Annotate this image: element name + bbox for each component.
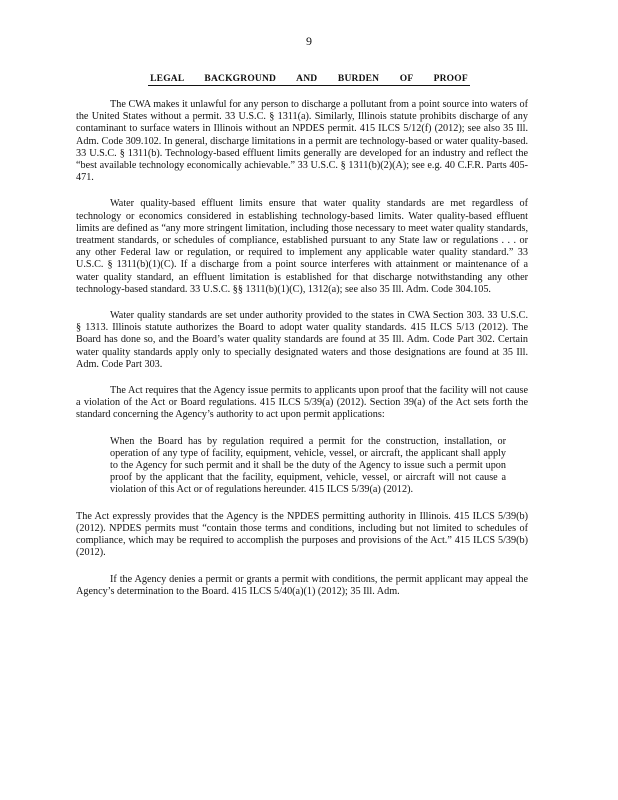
paragraph-act-requires: The Act requires that the Agency issue permits to applicants upon proof that the facility will not cause a violation of the Act or Board regulations. 415 ILCS 5/39(a) (2012). Section 39(a) of the Act sets forth the standard concerning the Agency’s authority to act upon permit applications: — [76, 385, 528, 421]
paragraph-water-quality-limits: Water quality-based effluent limits ensure that water quality standards are met regardless of technology or economics considered in establishing technology-based limits. Water quality-based effluent limits are defined as “any more stringent limitation, including those necessary to meet water quality standards, treatment standards, or schedules of compliance, established pursuant to any State law or regulations . . . or any other Federal law or regulation, or required to implement any applicable water quality standard.” 33 U.S.C. § 1311(b)(1)(C). If a discharge from a point source interferes with attainment or maintenance of a water quality standard, an effluent limitation is established for that discharge notwithstanding any other technology-based standard. 33 U.S.C. §§ 1311(b)(1)(C), 1312(a); see also 35 Ill. Adm. Code 304.105. — [76, 198, 528, 295]
paragraph-permit-appeal: If the Agency denies a permit or grants a permit with conditions, the permit applicant may appeal the Agency’s determination to the Board. 415 ILCS 5/40(a)(1) (2012); 35 Ill. Adm. — [76, 573, 528, 597]
document-body — [76, 99, 528, 612]
paragraph-npdes-authority: The Act expressly provides that the Agency is the NPDES permitting authority in Illinois. 415 ILCS 5/39(b) (2012). NPDES permits must “contain those terms and conditions, including but not limited to schedules of compliance, which may be required to accomplish the purposes and provisions of the Act.” 415 ILCS 5/39(b) (2012). — [76, 510, 528, 559]
quoted-statute: When the Board has by regulation required a permit for the construction, installation, or operation of any type of facility, equipment, vehicle, vessel, or aircraft, the applicant shall apply to the Agency for such permit and it shall be the duty of the Agency to issue such a permit upon proof by the applicant that the facility, equipment, vehicle, vessel, or aircraft will not cause a violation of this Act or of regulations hereunder. 415 ILCS 5/39(a) (2012). — [110, 435, 506, 496]
section-heading-text: LEGAL BACKGROUND AND BURDEN OF PROOF — [150, 74, 468, 84]
paragraph-cwa-unlawful: The CWA makes it unlawful for any person to discharge a pollutant from a point source into waters of the United States without a permit. 33 U.S.C. § 1311(a). Similarly, Illinois statute prohibits discharge of any contaminant to surface waters in Illinois without an NPDES permit. 415 ILCS 5/12(f) (2012); see also 35 Ill. Adm. Code 309.102. In general, discharge limitations in a permit are technology-based or water quality-based. 33 U.S.C. § 1311(b). Technology-based effluent limits generally are developed for an industry and reflect the “best available technology economically achievable.” 33 U.S.C. § 1311(b)(2)(A); see e.g. 40 C.F.R. Parts 405-471. — [76, 99, 528, 184]
page-number: 9 — [306, 34, 312, 48]
section-heading — [0, 74, 618, 84]
paragraph-water-quality-standards: Water quality standards are set under authority provided to the states in CWA Section 303. 33 U.S.C. § 1313. Illinois statute authorizes the Board to adopt water quality standards. 415 ILCS 5/13 (2012). The Board has done so, and the Board’s water quality standards are found at 35 Ill. Adm. Code Part 302. Certain water quality standards apply only to specially designated waters and those designations are found at 35 Ill. Adm. Code Part 303. — [76, 310, 528, 370]
